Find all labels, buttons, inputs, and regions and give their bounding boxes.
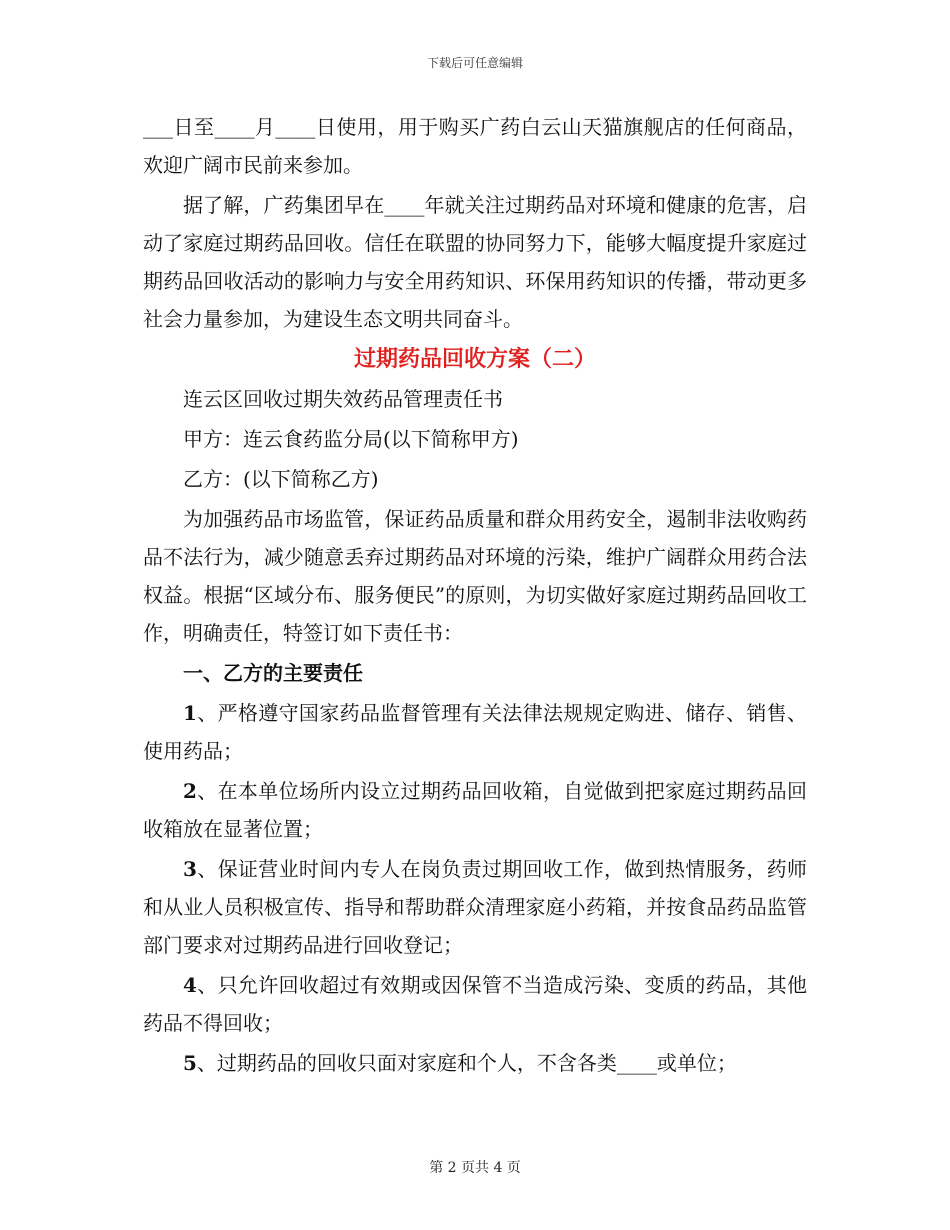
paragraph-purpose: 为加强药品市场监管，保证药品质量和群众用药安全，遏制非法收购药品不法行为，减少随意丢弃过期药品对环境的污染，维护广阔群众用药合法权益。根据“区域分布、服务便民”的原则，为切实做好家庭过期药品回收工作，明确责任，特签订如下责任书： (143, 507, 807, 645)
paragraph-background: 据了解，广药集团早在____年就关注过期药品对环境和健康的危害，启动了家庭过期药品回收。信任在联盟的协同努力下，能够大幅度提升家庭过期药品回收活动的影响力与安全用药知识、环保用药知识的传播，带动更多社会力量参加，为建设生态文明共同奋斗。 (143, 193, 807, 331)
list-item-text: 、只允许回收超过有效期或因保管不当造成污染、变质的药品，其他药品不得回收； (143, 973, 807, 1035)
page-footer: 第 2 页共 4 页 (429, 1160, 521, 1176)
list-item-number: 5 (183, 1051, 197, 1075)
paragraph-party-b: 乙方：(以下简称乙方) (183, 467, 379, 491)
list-item (143, 772, 807, 848)
list-item-text: 、在本单位场所内设立过期药品回收箱，自觉做到把家庭过期药品回收箱放在显著位置； (143, 779, 807, 841)
list-item-text: 、过期药品的回收只面对家庭和个人，不含各类____或单位； (196, 1051, 737, 1075)
list-item-number: 1 (183, 701, 197, 725)
list-item-text: 、严格遵守国家药品监督管理有关法律法规规定购进、储存、销售、使用药品； (143, 701, 807, 763)
list-item (143, 966, 807, 1042)
page-header: 下载后可任意编辑 (426, 56, 523, 70)
list-item-number: 2 (183, 779, 197, 803)
paragraph-party-a: 甲方：连云食药监分局(以下简称甲方) (183, 427, 519, 451)
paragraph-usage-period: ___日至____月____日使用，用于购买广药白云山天猫旗舰店的任何商品，欢迎广阔市民前来参加。 (143, 115, 807, 177)
section-heading-responsibilities: 一、乙方的主要责任 (183, 661, 363, 685)
document-body (143, 108, 807, 1084)
section-title: 过期药品回收方案（二） (353, 346, 596, 372)
list-item-number: 4 (183, 973, 197, 997)
paragraph-document-name: 连云区回收过期失效药品管理责任书 (183, 387, 503, 411)
list-item-text: 、保证营业时间内专人在岗负责过期回收工作，做到热情服务，药师和从业人员积极宣传、指导和帮助群众清理家庭小药箱，并按食品药品监管部门要求对过期药品进行回收登记； (143, 857, 807, 957)
list-item (143, 850, 807, 964)
list-item-number: 3 (183, 857, 197, 881)
list-item (143, 694, 807, 770)
list-item (143, 1044, 807, 1082)
